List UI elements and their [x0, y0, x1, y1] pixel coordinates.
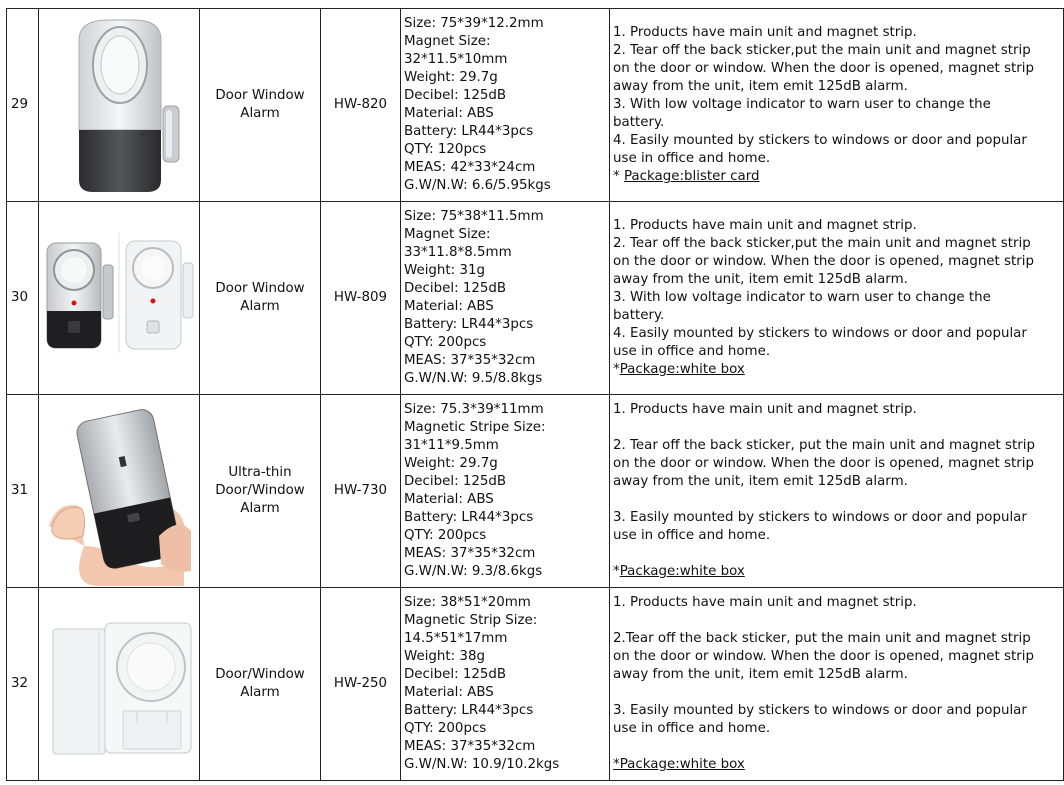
white-square-alarm-icon [39, 589, 199, 779]
product-name: Door Window Alarm [200, 9, 321, 202]
product-image-cell [39, 395, 200, 588]
package-line: *Package:white box [613, 362, 745, 378]
model-number: HW-730 [321, 395, 401, 588]
product-name: Ultra-thin Door/Window Alarm [200, 395, 321, 588]
item-number: 32 [7, 588, 39, 781]
package-line [613, 756, 1063, 774]
item-number: 31 [7, 395, 39, 588]
door-window-alarm-pair-icon [39, 203, 199, 393]
item-number: 29 [7, 9, 39, 202]
item-number: 30 [7, 202, 39, 395]
model-number: HW-809 [321, 202, 401, 395]
model-number: HW-250 [321, 588, 401, 781]
description: 1. Products have main unit and magnet strip. 2. Tear off the back sticker,put the main unit and magnet strip on the door or window. When the door is opened, magnet strip away from the unit, item emit 125dB alarm. 3. With low voltage indicator to warn user to change the battery. 4. Easily mounted by stickers to windows or door and popular use in office and home. * Package:blister card [610, 9, 1064, 202]
product-image-cell [39, 202, 200, 395]
package-line: * Package:blister card [613, 169, 760, 185]
package-line: *Package:white box [613, 564, 745, 580]
package-info: Package:white box [619, 564, 745, 580]
description: 1. Products have main unit and magnet strip. 2. Tear off the back sticker, put the main unit and magnet strip on the door or window. When the door is opened, magnet strip away from the unit, item emit 125dB alarm. 3. Easily mounted by stickers to windows or door and popular use in office and home. *Package:white box [610, 395, 1064, 588]
product-name: Door/Window Alarm [200, 588, 321, 781]
table-row [7, 9, 1064, 202]
specifications: Size: 75*39*12.2mm Magnet Size: 32*11.5*10mm Weight: 29.7g Decibel: 125dB Material: ABS Battery: LR44*3pcs QTY: 120pcs MEAS: 42*33*24cm G.W/N.W: 6.6/5.95kgs [401, 9, 610, 202]
package-info: Package:blister card [623, 169, 760, 185]
description: 1. Products have main unit and magnet strip. 2.Tear off the back sticker, put the main unit and magnet strip on the door or window. When the door is opened, magnet strip away from the unit, item emit 125dB alarm. 3. Easily mounted by stickers to windows or door and popular use in office and home. *Package:white box [610, 588, 1064, 781]
specifications: Size: 75*38*11.5mm Magnet Size: 33*11.8*8.5mm Weight: 31g Decibel: 125dB Material: ABS Battery: LR44*3pcs QTY: 200pcs MEAS: 37*35*32cm G.W/N.W: 9.5/8.8kgs [401, 202, 610, 395]
specifications: Size: 75.3*39*11mm Magnetic Stripe Size: 31*11*9.5mm Weight: 29.7g Decibel: 125dB Material: ABS Battery: LR44*3pcs QTY: 200pcs MEAS: 37*35*32cm G.W/N.W: 9.3/8.6kgs [401, 395, 610, 588]
ultra-thin-alarm-in-hand-icon [39, 396, 199, 586]
table-row [7, 588, 1064, 781]
table-row [7, 395, 1064, 588]
product-catalog-table [6, 8, 1064, 781]
description: 1. Products have main unit and magnet strip. 2. Tear off the back sticker,put the main unit and magnet strip on the door or window. When the door is opened, magnet strip away from the unit, item emit 125dB alarm. 3. With low voltage indicator to warn user to change the battery. 4. Easily mounted by stickers to windows or door and popular use in office and home. *Package:white box [610, 202, 1064, 395]
product-name: Door Window Alarm [200, 202, 321, 395]
product-image-cell [39, 588, 200, 781]
package-info: *Package:white box [613, 757, 745, 773]
model-number: HW-820 [321, 9, 401, 202]
package-info: Package:white box [619, 362, 745, 378]
door-window-alarm-silver-icon [39, 10, 199, 200]
table-row [7, 202, 1064, 395]
product-image-cell [39, 9, 200, 202]
specifications: Size: 38*51*20mm Magnetic Strip Size: 14.5*51*17mm Weight: 38g Decibel: 125dB Material: ABS Battery: LR44*3pcs QTY: 200pcs MEAS: 37*35*32cm G.W/N.W: 10.9/10.2kgs [401, 588, 610, 781]
